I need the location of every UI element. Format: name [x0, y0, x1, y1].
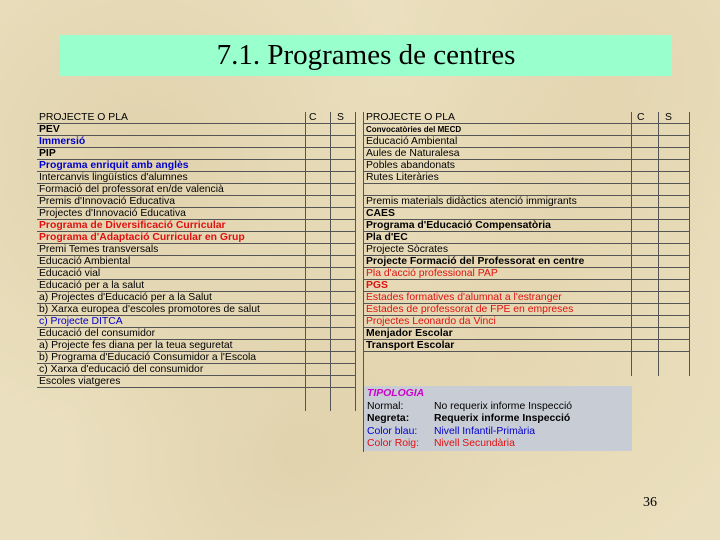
left-table-row — [37, 292, 355, 304]
left-table-row — [37, 268, 355, 280]
right-table-row — [364, 328, 690, 340]
right-table-program-name: Estades de professorat de FPE en empreses — [366, 304, 574, 315]
right-table-row — [364, 304, 690, 316]
legend-value: Requerix informe Inspecció — [434, 413, 571, 424]
left-col-divider-end — [355, 112, 356, 411]
left-table-row — [37, 376, 355, 388]
left-table-program-name: b) Xarxa europea d'escoles promotores de salut — [39, 304, 260, 315]
right-table-program-name: Pla d'EC — [366, 232, 408, 243]
left-table-program-name: Premi Temes transversals — [39, 244, 159, 255]
right-table-row — [364, 172, 690, 184]
right-table-row — [364, 268, 690, 280]
left-table-row — [37, 196, 355, 208]
right-header-c: C — [637, 112, 645, 123]
left-table-program-name: Educació del consumidor — [39, 328, 156, 339]
left-table-row — [37, 172, 355, 184]
left-table-program-name: b) Programa d'Educació Consumidor a l'Escola — [39, 352, 257, 363]
right-table-program-name: Rutes Literàries — [366, 172, 439, 183]
right-table-row — [364, 148, 690, 160]
left-program-table — [37, 112, 355, 388]
left-table-row — [37, 316, 355, 328]
legend-key: Color blau: — [367, 425, 418, 437]
legend-value: Nivell Infantil-Primària — [434, 425, 536, 437]
right-table-row — [364, 292, 690, 304]
right-col-divider-end — [689, 112, 690, 376]
tipologia-legend — [364, 386, 632, 451]
right-table-program-name: Programa d'Educació Compensatòria — [366, 220, 551, 231]
left-table-program-name: Educació per a la salut — [39, 280, 145, 291]
left-table-row — [37, 232, 355, 244]
right-table-row — [364, 160, 690, 172]
left-table-row — [37, 220, 355, 232]
left-table-program-name: c) Xarxa d'educació del consumidor — [39, 364, 204, 375]
right-table-row — [364, 256, 690, 268]
right-program-table — [364, 112, 690, 352]
right-table-program-name: Projecte Sòcrates — [366, 244, 449, 255]
left-table-program-name: Premis d'Innovació Educativa — [39, 196, 175, 207]
left-table-header — [37, 112, 355, 124]
right-table-row — [364, 136, 690, 148]
right-table-program-name: Projecte Formació del Professorat en centre — [366, 256, 585, 267]
left-table-row — [37, 184, 355, 196]
right-table-program-name: Educació Ambiental — [366, 136, 458, 147]
legend-key: Negreta: — [367, 413, 410, 424]
left-table-row — [37, 340, 355, 352]
right-table-header — [364, 112, 690, 124]
right-table-program-name: Pla d'acció professional PAP — [366, 268, 498, 279]
left-table-program-name: PIP — [39, 148, 56, 159]
right-table-row — [364, 220, 690, 232]
left-table-program-name: c) Projecte DITCA — [39, 316, 123, 327]
legend-value: No requerix informe Inspecció — [434, 400, 573, 412]
left-table-row — [37, 208, 355, 220]
left-table-program-name: a) Projectes d'Educació per a la Salut — [39, 292, 212, 303]
legend-key: Color Roig: — [367, 438, 419, 449]
right-table-row — [364, 184, 690, 196]
left-table-row — [37, 244, 355, 256]
right-table-row — [364, 208, 690, 220]
left-header-program: PROJECTE O PLA — [39, 112, 128, 123]
right-table-row — [364, 196, 690, 208]
left-col-divider-c — [305, 112, 306, 411]
right-table-row — [364, 232, 690, 244]
left-table-row — [37, 136, 355, 148]
slide-title: 7.1. Programes de centres — [216, 39, 516, 71]
right-table-row — [364, 316, 690, 328]
right-header-program: PROJECTE O PLA — [366, 112, 455, 123]
left-table-program-name: Escoles viatgeres — [39, 376, 121, 387]
legend-heading: TIPOLOGIA — [367, 388, 425, 399]
left-table-row — [37, 364, 355, 376]
right-col-divider-s — [658, 112, 659, 376]
left-table-program-name: Programa d'Adaptació Curricular en Grup — [39, 232, 245, 243]
left-table-program-name: Intercanvis lingüístics d'alumnes — [39, 172, 188, 183]
right-table-program-name: Menjador Escolar — [366, 328, 453, 339]
left-table-program-name: Programa enriquit amb anglès — [39, 160, 189, 171]
left-table-row — [37, 280, 355, 292]
left-table-program-name: Projectes d'Innovació Educativa — [39, 208, 186, 219]
right-header-s: S — [665, 112, 672, 123]
title-bar — [60, 35, 672, 76]
right-table-program-name: Projectes Leonardo da Vinci — [366, 316, 496, 327]
left-header-c: C — [309, 112, 317, 123]
left-table-row — [37, 328, 355, 340]
page-number: 36 — [643, 495, 657, 510]
right-table-program-name: PGS — [366, 280, 388, 291]
left-table-row — [37, 160, 355, 172]
left-table-program-name: Immersió — [39, 136, 86, 147]
right-table-row — [364, 280, 690, 292]
legend-item — [366, 413, 632, 426]
legend-item — [366, 438, 632, 451]
right-table-row — [364, 340, 690, 352]
right-table-program-name: CAES — [366, 208, 395, 219]
left-table-program-name: a) Projecte fes diana per la teua seguretat — [39, 340, 233, 351]
left-table-row — [37, 148, 355, 160]
left-table-row — [37, 304, 355, 316]
left-col-divider-s — [330, 112, 331, 411]
legend-item — [366, 401, 632, 414]
left-header-s: S — [337, 112, 344, 123]
left-table-row — [37, 124, 355, 136]
right-table-program-name: Convocatòries del MECD — [366, 125, 462, 134]
left-table-program-name: Educació vial — [39, 268, 101, 279]
right-table-program-name: Estades formatives d'alumnat a l'estranger — [366, 292, 562, 303]
right-table-row — [364, 124, 690, 136]
right-table-program-name: Premis materials didàctics atenció immigrants — [366, 196, 577, 207]
left-table-program-name: PEV — [39, 124, 60, 135]
left-table-row — [37, 256, 355, 268]
left-table-row — [37, 352, 355, 364]
left-table-program-name: Educació Ambiental — [39, 256, 131, 267]
right-table-program-name: Pobles abandonats — [366, 160, 455, 171]
legend-item — [366, 426, 632, 439]
legend-value: Nivell Secundària — [434, 438, 515, 449]
legend-key: Normal: — [367, 400, 404, 412]
right-table-row — [364, 244, 690, 256]
right-col-divider-c — [631, 112, 632, 376]
left-table-program-name: Programa de Diversificació Curricular — [39, 220, 226, 231]
right-table-program-name: Aules de Naturalesa — [366, 148, 460, 159]
left-table-program-name: Formació del professorat en/de valencià — [39, 184, 224, 195]
right-table-program-name: Transport Escolar — [366, 340, 455, 351]
